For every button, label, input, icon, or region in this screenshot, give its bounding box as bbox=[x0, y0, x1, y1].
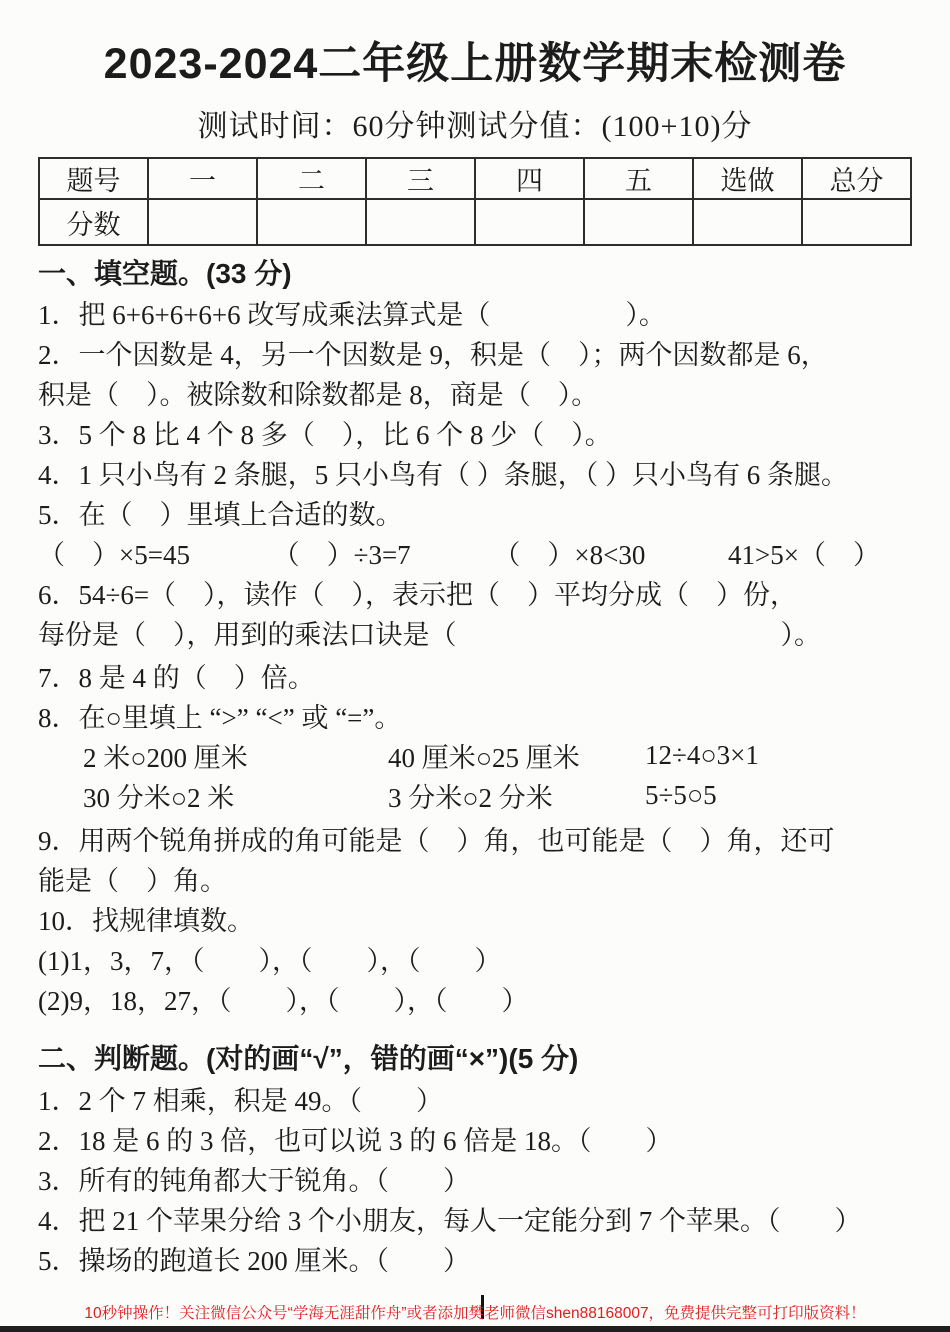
equation-blank: 41>5×（ ） bbox=[728, 539, 880, 570]
score-table-header-cell: 五 bbox=[584, 158, 693, 199]
equation-blank: （ ）÷3=7 bbox=[272, 539, 411, 570]
fill-question-10-sub-1: (1)1，3，7，（ ），（ ），（ ） bbox=[38, 945, 502, 976]
fill-question-2-cont: 积是（ ）。被除数和除数都是 8，商是（ ）。 bbox=[38, 379, 599, 410]
fill-question-5-equations bbox=[38, 532, 880, 572]
fill-question-9: 9．用两个锐角拼成的角可能是（ ）角，也可能是（ ）角，还可 bbox=[38, 825, 835, 856]
score-cell bbox=[475, 199, 584, 245]
score-table-header-cell: 一 bbox=[148, 158, 257, 199]
fill-question-3: 3．5 个 8 比 4 个 8 多（ ），比 6 个 8 少（ ）。 bbox=[38, 419, 612, 450]
compare-item: 2 米○200 厘米 bbox=[83, 742, 248, 773]
fill-question-6-cont: 每份是（ ），用到的乘法口诀是（ ）。 bbox=[38, 619, 821, 650]
exam-info-line: 测试时间：60分钟测试分值：(100+10)分 bbox=[197, 110, 753, 143]
score-table-header-cell: 二 bbox=[257, 158, 366, 199]
compare-item: 40 厘米○25 厘米 bbox=[388, 742, 580, 773]
score-cell bbox=[257, 199, 366, 245]
compare-item: 3 分米○2 分米 bbox=[388, 782, 553, 813]
equation-blank: （ ）×8<30 bbox=[493, 539, 646, 570]
score-row-label: 分数 bbox=[39, 199, 148, 245]
equation-blank: （ ）×5=45 bbox=[38, 539, 190, 570]
fill-question-1: 1．把 6+6+6+6+6 改写成乘法算式是（ ）。 bbox=[38, 299, 666, 330]
score-table-header-row bbox=[39, 158, 911, 199]
promo-footer-text: 10秒钟操作！关注微信公众号“学海无涯甜作舟”或者添加樊老师微信shen88168007，免费提供完整可打印版资料！ bbox=[84, 1305, 866, 1322]
fill-question-8: 8．在○里填上 “>” “<” 或 “=”。 bbox=[38, 702, 402, 733]
score-table-header-cell: 选做 bbox=[693, 158, 802, 199]
score-cell bbox=[584, 199, 693, 245]
fill-question-10-sub-2: (2)9，18，27，（ ），（ ），（ ） bbox=[38, 985, 529, 1016]
score-table-value-row bbox=[39, 199, 911, 245]
fill-question-9-cont: 能是（ ）角。 bbox=[38, 865, 227, 896]
compare-item: 12÷4○3×1 bbox=[645, 739, 759, 770]
score-table-header-cell: 总分 bbox=[802, 158, 911, 199]
fill-question-5: 5．在（ ）里填上合适的数。 bbox=[38, 499, 403, 530]
section-fill-heading: 一、填空题。(33 分) bbox=[38, 258, 292, 289]
page-title: 2023-2024二年级上册数学期末检测卷 bbox=[103, 40, 847, 88]
score-cell bbox=[366, 199, 475, 245]
score-table-header-cell: 三 bbox=[366, 158, 475, 199]
compare-item: 5÷5○5 bbox=[645, 779, 717, 810]
score-cell bbox=[148, 199, 257, 245]
section-judge-heading: 二、判断题。(对的画“√”，错的画“×”)(5 分) bbox=[38, 1043, 579, 1074]
compare-item: 30 分米○2 米 bbox=[83, 782, 235, 813]
judge-question-4: 4．把 21 个苹果分给 3 个小朋友，每人一定能分到 7 个苹果。（ ） bbox=[38, 1205, 862, 1236]
score-table-header-cell: 四 bbox=[475, 158, 584, 199]
fill-question-6: 6．54÷6=（ ），读作（ ），表示把（ ）平均分成（ ）份， bbox=[38, 579, 798, 610]
fill-question-7: 7．8 是 4 的（ ）倍。 bbox=[38, 662, 315, 693]
judge-question-1: 1．2 个 7 相乘，积是 49。（ ） bbox=[38, 1085, 443, 1116]
bottom-bar bbox=[0, 1326, 950, 1332]
judge-question-5: 5．操场的跑道长 200 厘米。（ ） bbox=[38, 1245, 470, 1276]
score-table-header-cell: 题号 bbox=[39, 158, 148, 199]
score-cell bbox=[802, 199, 911, 245]
judge-question-2: 2．18 是 6 的 3 倍，也可以说 3 的 6 倍是 18。（ ） bbox=[38, 1125, 673, 1156]
fill-question-8-row-1 bbox=[38, 735, 912, 775]
fill-question-2: 2．一个因数是 4，另一个因数是 9，积是（ ）；两个因数都是 6， bbox=[38, 339, 828, 370]
fill-question-4: 4．1 只小鸟有 2 条腿，5 只小鸟有（ ）条腿，（ ）只小鸟有 6 条腿。 bbox=[38, 459, 848, 490]
fill-question-10: 10．找规律填数。 bbox=[38, 905, 254, 936]
fill-question-8-row-2 bbox=[38, 775, 912, 815]
score-cell bbox=[693, 199, 802, 245]
score-table bbox=[38, 157, 912, 246]
judge-question-3: 3．所有的钝角都大于锐角。（ ） bbox=[38, 1165, 470, 1196]
exam-paper bbox=[0, 30, 950, 1278]
